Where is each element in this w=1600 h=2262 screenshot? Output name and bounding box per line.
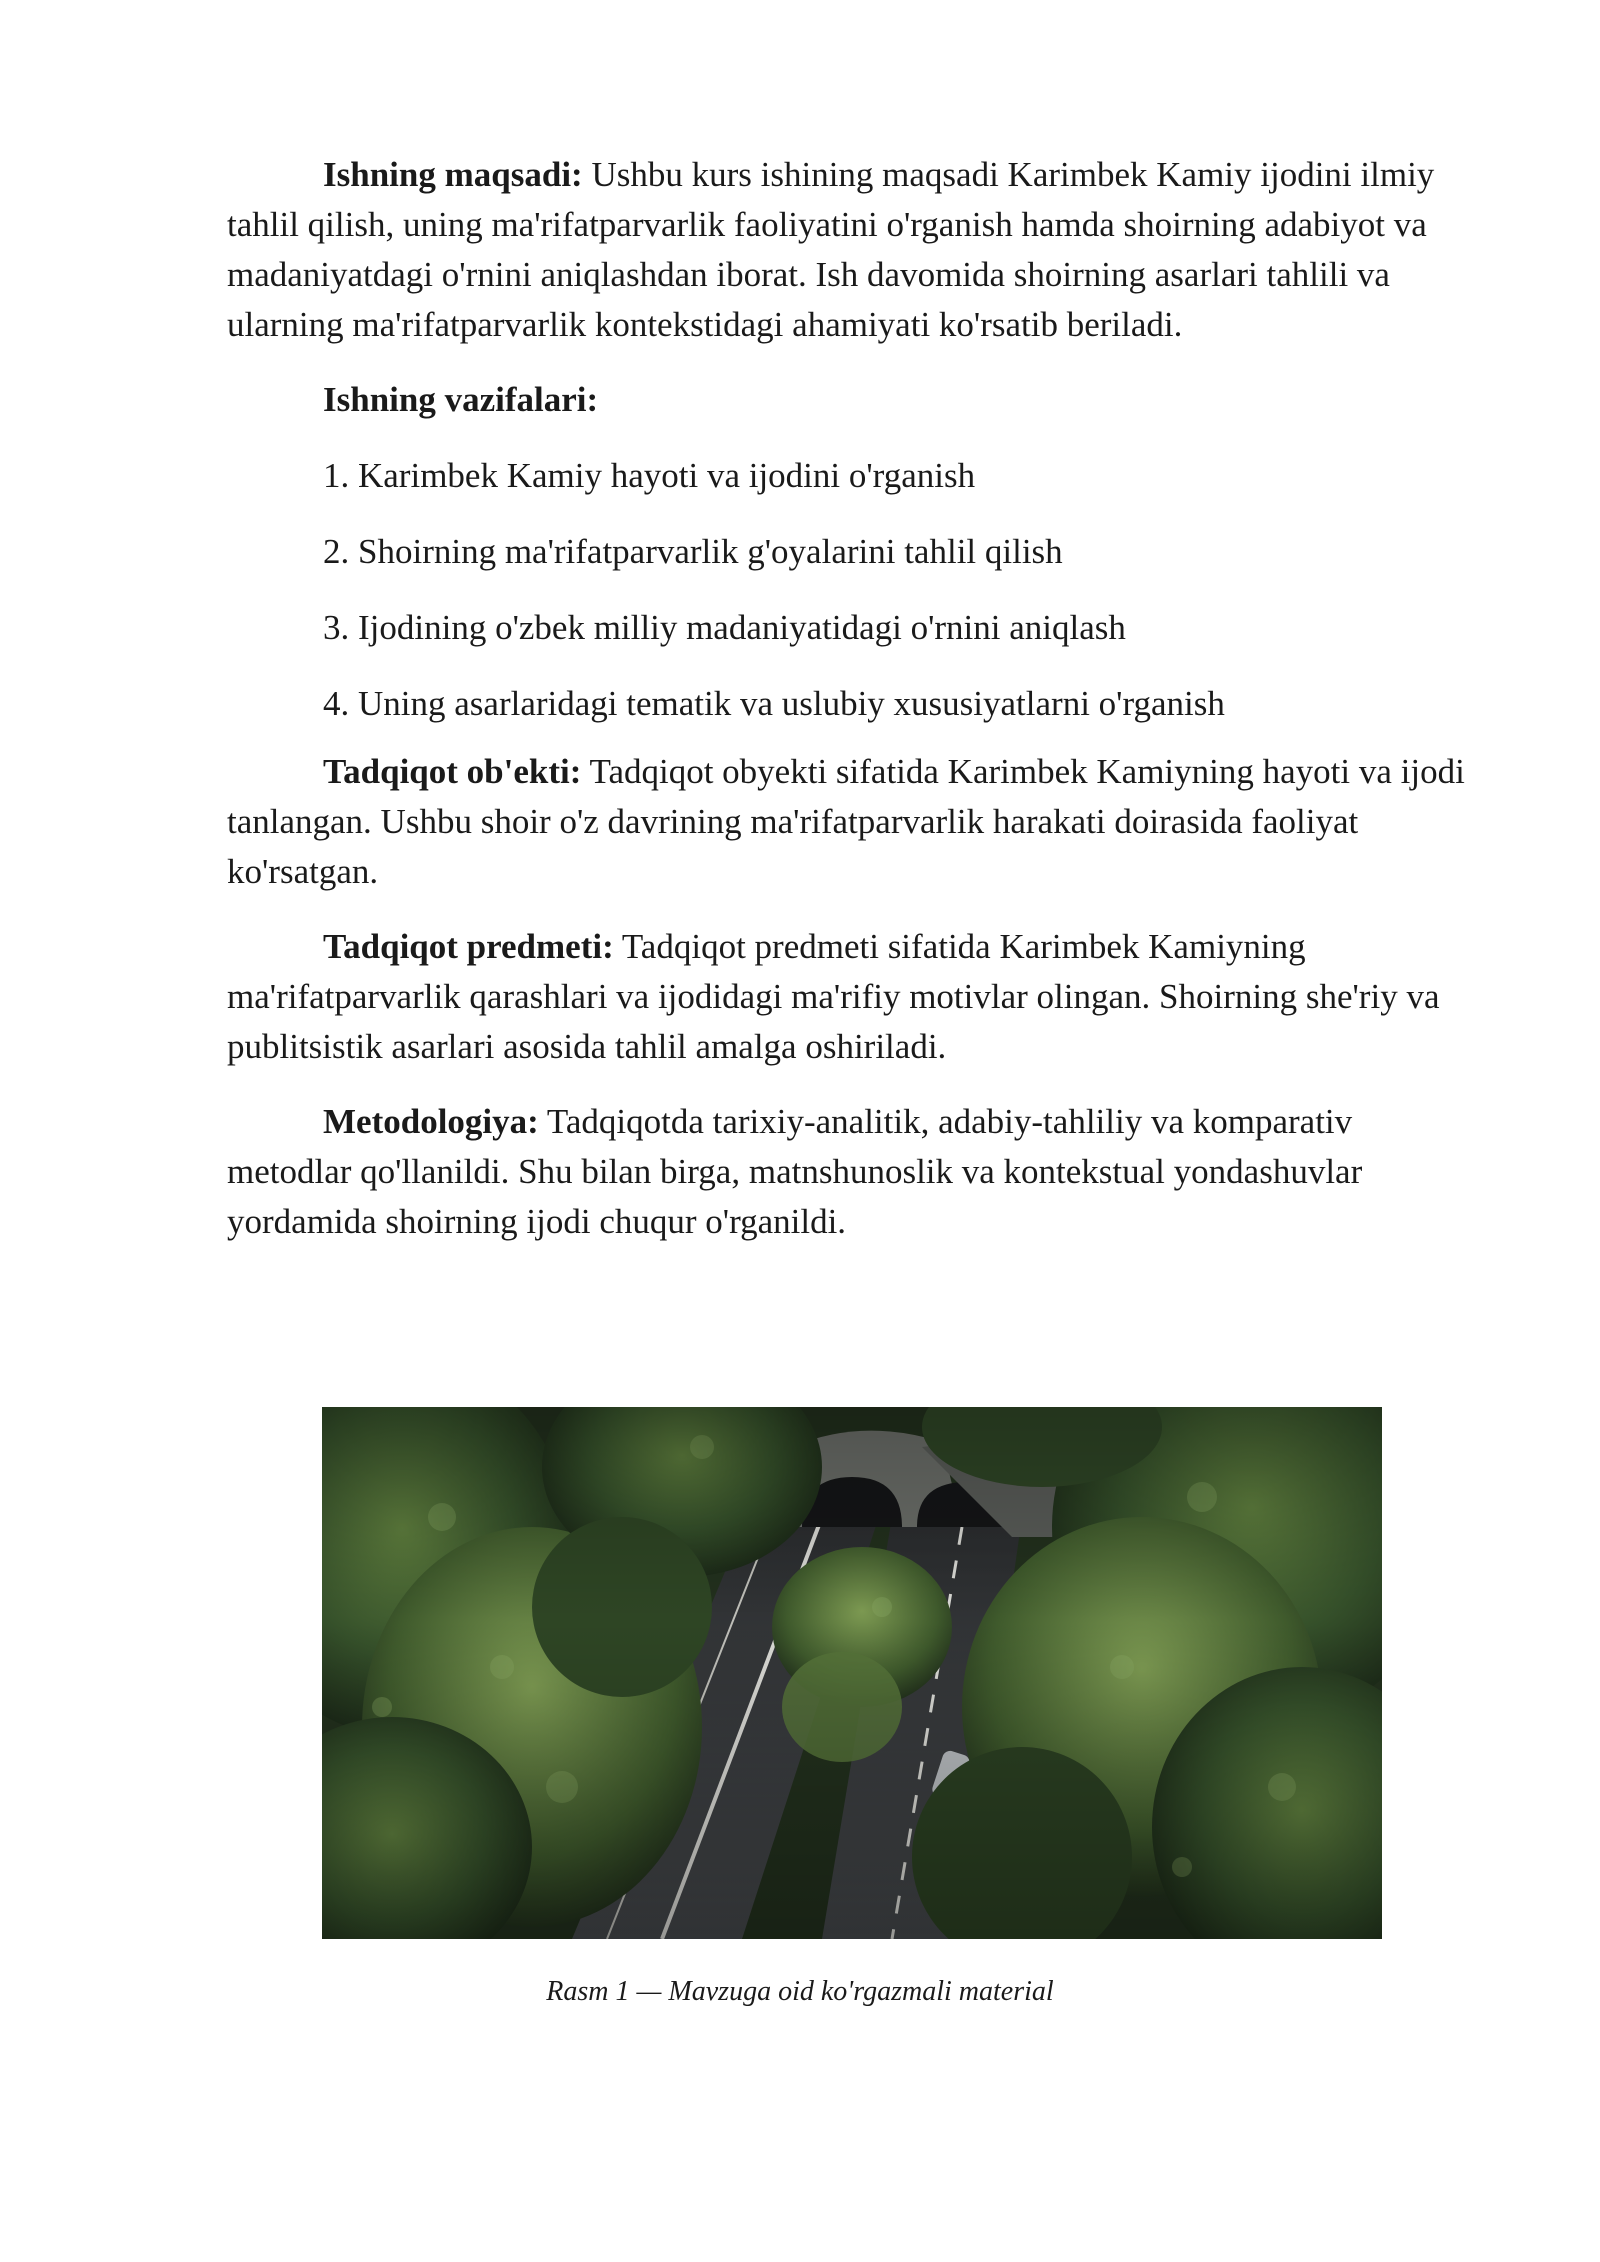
subject-text: Tadqiqot predmeti sifatida Karimbek Kamiyning ma'rifatparvarlik qarashlari va ijodidagi ma'rifiy motivlar olingan. Shoirning she'riy va publitsistik asarlari asosida tahlil amalga oshiriladi.	[227, 927, 1440, 1066]
goal-text: Ushbu kurs ishining maqsadi Karimbek Kamiy ijodini ilmiy tahlil qilish, uning ma'rifatparvarlik faoliyatini o'rganish hamda shoirning adabiyot va madaniyatdagi o'rnini aniqlashdan iborat. Ish davomida shoirning asarlari tahlili va ularning ma'rifatparvarlik kontekstidagi ahamiyati ko'rsatib beriladi.	[227, 155, 1435, 344]
object-label: Tadqiqot ob'ekti:	[323, 752, 582, 791]
figure-caption: Rasm 1 — Mavzuga oid ko'rgazmali material	[546, 1976, 1054, 2007]
document-body	[227, 150, 1477, 1272]
goal-paragraph	[227, 150, 1477, 350]
methodology-label: Metodologiya:	[323, 1102, 539, 1141]
subject-label: Tadqiqot predmeti:	[323, 927, 614, 966]
task-item: 1. Karimbek Kamiy hayoti va ijodini o'rganish	[323, 456, 976, 495]
object-text: Tadqiqot obyekti sifatida Karimbek Kamiyning hayoti va ijodi tanlangan. Ushbu shoir o'z davrining ma'rifatparvarlik harakati doirasida faoliyat ko'rsatgan.	[227, 752, 1465, 891]
aerial-forest-tunnel-photo-icon	[322, 1407, 1382, 1939]
goal-label: Ishning maqsadi:	[323, 155, 583, 194]
tasks-list	[227, 451, 1477, 729]
methodology-paragraph	[227, 1097, 1477, 1247]
figure-image	[322, 1407, 1382, 1939]
task-item: 3. Ijodining o'zbek milliy madaniyatidagi o'rnini aniqlash	[323, 608, 1126, 647]
methodology-text: Tadqiqotda tarixiy-analitik, adabiy-tahliliy va komparativ metodlar qo'llanildi. Shu bilan birga, matnshunoslik va kontekstual yondashuvlar yordamida shoirning ijodi chuqur o'rganildi.	[227, 1102, 1363, 1241]
subject-paragraph	[227, 922, 1477, 1072]
tasks-heading: Ishning vazifalari:	[323, 380, 599, 419]
object-paragraph	[227, 747, 1477, 897]
task-item: 2. Shoirning ma'rifatparvarlik g'oyalarini tahlil qilish	[323, 532, 1063, 571]
task-item: 4. Uning asarlaridagi tematik va uslubiy xususiyatlarni o'rganish	[323, 684, 1225, 723]
